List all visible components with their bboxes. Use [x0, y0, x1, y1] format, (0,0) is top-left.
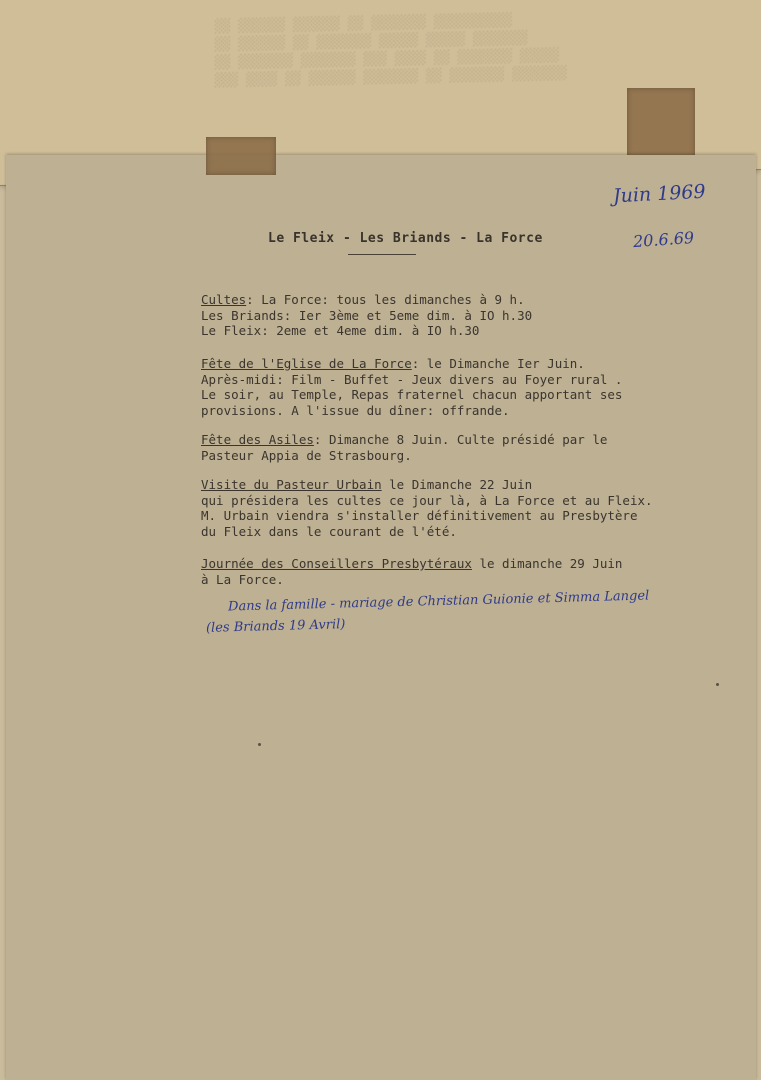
- show-through-text: ░░░ ░░░░ ░░ ░░░░░░ ░░░░░░░ ░░ ░░░░░░░ ░░░░░░░ ░░ ░░░░░░░ ░░░░░░░ ░░░ ░░░░ ░░ ░░░░░░░ ░░░░░ ░░ ░░░░░░ ░░ ░░░░░░░ ░░░░░ ░░░░░ ░░░░░░░ ░░ ░░░░░░ ░░░░░░ ░░ ░░░░░░░ ░░░░░░░░░░: [215, 11, 568, 87]
- handwritten-note-line: (les Briands 19 Avril): [205, 617, 346, 636]
- paragraph-line: Pasteur Appia de Strasbourg.: [201, 447, 412, 463]
- paragraph-cultes: [201, 292, 721, 339]
- paragraph-text: : le Dimanche Ier Juin.: [411, 356, 585, 371]
- paragraph-line: Le Fleix: 2eme et 4eme dim. à IO h.30: [201, 323, 480, 338]
- paragraph-line: Après-midi: Film - Buffet - Jeux divers au Foyer rural .: [201, 371, 623, 387]
- paragraph-text: : La Force: tous les dimanches à 9 h.: [246, 292, 525, 307]
- paragraph-label: Fête des Asiles: [201, 432, 314, 447]
- title-underline: [348, 254, 416, 255]
- handwritten-note-line: Dans la famille - mariage de Christian Guionie et Simma Langel: [227, 588, 650, 615]
- paragraph-line: Le soir, au Temple, Repas fraternel chacun apportant ses: [201, 387, 623, 402]
- paragraph-text: : Dimanche 8 Juin. Culte présidé par le: [313, 432, 608, 447]
- adhesive-tape: [627, 88, 695, 158]
- paragraph-text: le dimanche 29 Juin: [471, 556, 623, 571]
- paragraph-journee: [201, 556, 721, 587]
- paragraph-label: Cultes: [201, 292, 247, 307]
- handwritten-date-month: Juin 1969: [612, 180, 707, 208]
- paragraph-fete-asiles: [201, 432, 721, 463]
- paragraph-line: M. Urbain viendra s'installer définitivement au Presbytère: [201, 508, 638, 523]
- ink-speck: [716, 683, 719, 686]
- ink-speck: [258, 743, 261, 746]
- page-title: Le Fleix - Les Briands - La Force: [268, 231, 543, 246]
- paragraph-label: Journée des Conseillers Presbytéraux: [201, 556, 472, 571]
- handwritten-date-day: 20.6.69: [632, 227, 695, 252]
- paragraph-visite: [201, 477, 721, 539]
- adhesive-tape: [206, 137, 276, 175]
- paragraph-line: provisions. A l'issue du dîner: offrande.: [201, 402, 510, 418]
- paragraph-label: Visite du Pasteur Urbain: [201, 477, 382, 492]
- paragraph-line: qui présidera les cultes ce jour là, à La Force et au Fleix.: [201, 492, 653, 508]
- paragraph-label: Fête de l'Eglise de La Force: [201, 356, 412, 371]
- paragraph-text: le Dimanche 22 Juin: [381, 477, 533, 492]
- paragraph-line: du Fleix dans le courant de l'été.: [201, 523, 457, 539]
- paragraph-fete-eglise: [201, 356, 721, 418]
- paragraph-line: Les Briands: Ier 3ème et 5eme dim. à IO h.30: [201, 307, 533, 323]
- paragraph-line: à La Force.: [201, 571, 284, 587]
